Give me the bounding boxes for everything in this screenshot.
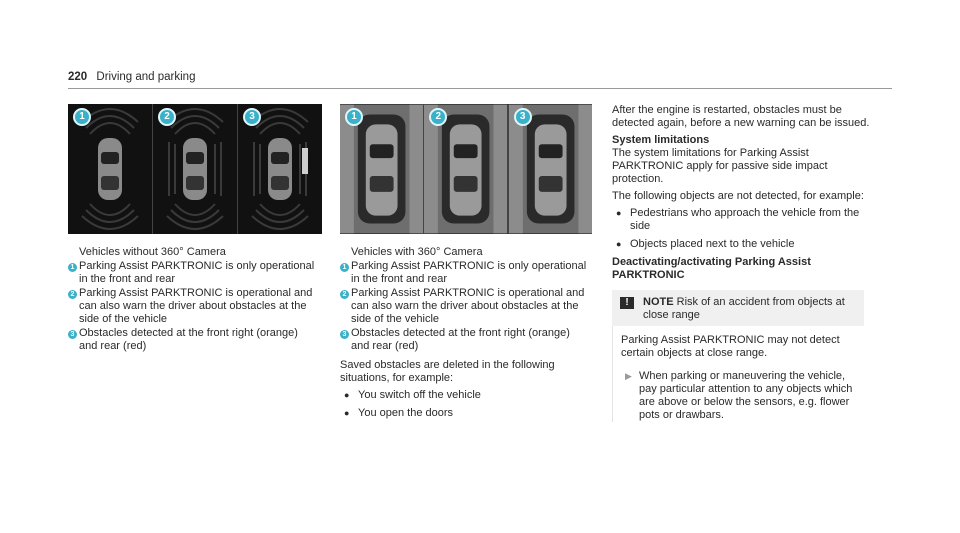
note-label: NOTE (643, 296, 674, 308)
figure-badge-1: 1 (345, 108, 363, 126)
list-item (340, 260, 590, 286)
number-badge: 3 (340, 330, 349, 339)
figure-caption: Vehicles with 360° Camera (351, 246, 483, 258)
figure-badge-1: 1 (73, 108, 91, 126)
list-item (68, 327, 318, 353)
list-item: ● Objects placed next to the vehicle (616, 238, 795, 250)
number-badge: 2 (340, 290, 349, 299)
figure-panel-1 (340, 104, 424, 234)
note-step: ▶ When parking or maneuvering the vehicle, pay particular attention to any objects which are above or below the sensors, e.g. flower pots or drawbars. (625, 370, 853, 421)
figure-panel-2 (153, 104, 238, 234)
objects-text: The following objects are not detected, for example: (612, 190, 864, 202)
figure-badge-3: 3 (243, 108, 261, 126)
list-item (68, 260, 318, 286)
number-badge: 3 (68, 330, 77, 339)
bullet-icon: ● (344, 408, 350, 418)
legend-with-camera (340, 246, 590, 425)
item-text: Obstacles detected at the front right (orange) and rear (red) (79, 327, 298, 352)
number-badge: 2 (68, 290, 77, 299)
figure-without-camera (68, 104, 322, 234)
right-column (612, 104, 874, 422)
deactivating-heading: Deactivating/activating Parking Assist PARKTRONIC (612, 256, 811, 281)
saved-obstacles-text: Saved obstacles are deleted in the following situations, for example: (340, 359, 555, 384)
figure-panel-3 (238, 104, 322, 234)
list-item: ● You open the doors (344, 407, 454, 419)
bullet-icon: ● (616, 208, 622, 218)
note-title: Risk of an accident from objects at close range (643, 296, 845, 321)
page-number: 220 (68, 71, 88, 83)
figure-badge-3: 3 (514, 108, 532, 126)
note-box (612, 290, 864, 422)
page-header (68, 71, 195, 84)
figure-badge-2: 2 (429, 108, 447, 126)
limits-text: The system limitations for Parking Assist PARKTRONIC apply for passive side impact protection. (612, 147, 828, 185)
warning-icon: ! (620, 297, 634, 309)
figure-panel-3 (509, 104, 592, 234)
item-text: Obstacles detected at the front right (orange) and rear (red) (351, 327, 570, 352)
section-title: Driving and parking (96, 71, 196, 83)
restart-text: After the engine is restarted, obstacles must be detected again, before a new warning can be issued. (612, 104, 870, 129)
bullet-icon: ● (616, 239, 622, 249)
list-item: ● Pedestrians who approach the vehicle from the side (616, 207, 860, 232)
figure-caption: Vehicles without 360° Camera (79, 246, 226, 258)
limits-heading: System limitations (612, 134, 710, 146)
item-text: Parking Assist PARKTRONIC is only operational in the front and rear (79, 260, 315, 285)
item-text: Parking Assist PARKTRONIC is operational and can also warn the driver about obstacles at the side of the vehicle (79, 287, 313, 325)
figure-panel-2 (424, 104, 508, 234)
figure-panel-1 (68, 104, 153, 234)
list-item: ● You switch off the vehicle (344, 389, 481, 401)
item-text: Parking Assist PARKTRONIC is only operational in the front and rear (351, 260, 587, 285)
list-item (340, 327, 590, 353)
item-text: Parking Assist PARKTRONIC is operational and can also warn the driver about obstacles at the side of the vehicle (351, 287, 585, 325)
bullet-icon: ● (344, 390, 350, 400)
list-item (68, 287, 318, 326)
bullet-list (340, 389, 590, 420)
figure-badge-2: 2 (158, 108, 176, 126)
obstacle-marker (302, 148, 308, 174)
arrow-right-icon: ▶ (625, 371, 632, 381)
number-badge: 1 (68, 263, 77, 272)
list-item (340, 287, 590, 326)
note-text: Parking Assist PARKTRONIC may not detect certain objects at close range. (621, 334, 840, 359)
legend-without-camera (68, 246, 318, 354)
number-badge: 1 (340, 263, 349, 272)
header-divider (68, 88, 892, 89)
figure-with-camera (340, 104, 592, 234)
